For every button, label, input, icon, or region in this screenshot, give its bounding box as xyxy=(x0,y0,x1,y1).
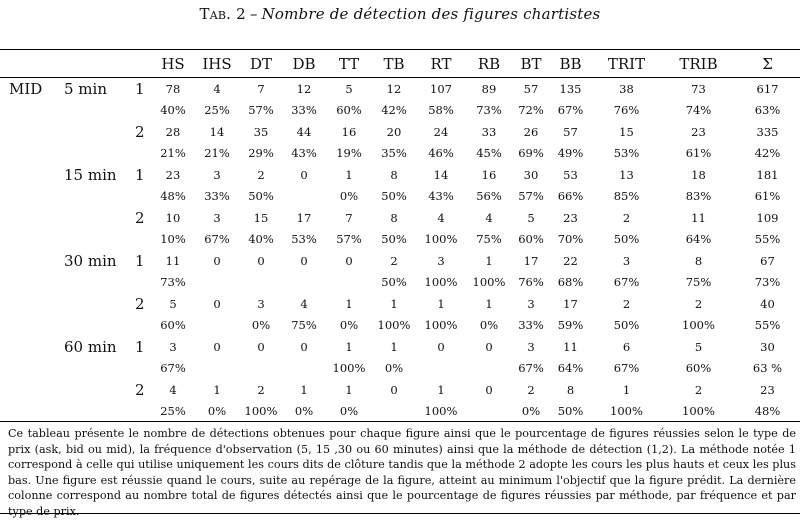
empty-cell xyxy=(62,272,132,293)
count-cell: 5 xyxy=(527,210,535,225)
column-header: TT xyxy=(326,50,372,78)
percent-cell: 48% xyxy=(160,189,186,203)
count-cell: 1 xyxy=(300,382,308,397)
count-cell: 53 xyxy=(563,167,578,182)
empty-cell xyxy=(0,229,62,250)
percent-cell: 25% xyxy=(152,401,194,422)
percent-cell: 0% xyxy=(326,401,372,422)
percent-cell: 33% xyxy=(291,103,317,117)
count-cell: 1 xyxy=(390,339,398,354)
percent-cell: 100% xyxy=(240,401,282,422)
count-cell: 3 xyxy=(622,253,631,268)
count-cell: 6 xyxy=(622,339,631,354)
count-cell: 3 xyxy=(527,296,535,311)
table-row xyxy=(0,379,800,401)
count-cell: 15 xyxy=(253,210,269,225)
bottom-rule xyxy=(0,513,800,514)
percent-cell: 63 % xyxy=(752,361,783,375)
count-cell: 3 xyxy=(257,296,265,311)
count-cell: 2 xyxy=(527,382,535,397)
count-cell: 2 xyxy=(257,382,265,397)
count-cell: 0 xyxy=(300,253,308,268)
table-row xyxy=(0,186,800,207)
percent-cell: 50% xyxy=(381,232,407,246)
count-cell: 1 xyxy=(390,296,398,311)
table-row xyxy=(0,78,800,100)
empty-cell xyxy=(132,186,152,207)
method-label: 2 xyxy=(135,122,145,141)
table-caption xyxy=(0,5,800,23)
count-cell: 1 xyxy=(437,296,445,311)
count-cell: 0 xyxy=(300,339,308,354)
count-cell: 73 xyxy=(691,81,706,96)
frequency-label xyxy=(62,207,132,229)
percent-cell: 50% xyxy=(613,232,640,246)
percent-cell xyxy=(282,358,326,379)
table-row xyxy=(0,143,800,164)
percent-cell: 60% xyxy=(336,103,362,117)
percent-cell xyxy=(240,272,282,293)
count-cell: 335 xyxy=(756,124,779,139)
empty-cell xyxy=(62,186,132,207)
column-header: DB xyxy=(282,50,326,78)
count-cell: 26 xyxy=(523,124,539,139)
count-cell: 23 xyxy=(165,167,181,182)
price-type-label xyxy=(0,207,62,229)
count-cell: 33 xyxy=(481,124,497,139)
count-cell: 3 xyxy=(527,339,535,354)
percent-cell: 42% xyxy=(754,146,781,160)
percent-cell: 21% xyxy=(160,146,186,160)
percent-cell: 57% xyxy=(336,232,362,246)
count-cell: 1 xyxy=(345,296,353,311)
percent-cell: 50% xyxy=(381,189,407,203)
count-cell: 16 xyxy=(341,124,357,139)
percent-cell: 0% xyxy=(339,189,359,203)
percent-cell: 76% xyxy=(613,103,640,117)
percent-cell: 43% xyxy=(428,189,454,203)
empty-cell xyxy=(0,272,62,293)
count-cell: 18 xyxy=(691,167,706,182)
empty-cell xyxy=(62,229,132,250)
empty-cell xyxy=(62,143,132,164)
percent-cell: 74% xyxy=(685,103,712,117)
table-row xyxy=(0,401,800,422)
count-cell: 4 xyxy=(300,296,308,311)
count-cell: 0 xyxy=(390,382,398,397)
percent-cell xyxy=(466,358,512,379)
table-note: Ce tableau présente le nombre de détections obtenues pour chaque figure ainsi que le pourcentage de figures réussies selon le type de prix (ask, bid ou mid), la fréquence d'observation (5, 15 ,30 ou 60 minutes) ainsi que la méthode de détection (1,2). La méthode notée 1 correspond à celle qui utilise uniquement les cours dits de clôture tandis que la méthode 2 adopte les cours les plus hauts et ceux les plus bas. Une figure est réussie quand le cours, suite au repérage de la figure, atteint au minimum l'objectif que la figure prédit. La dernière colonne correspond au nombre total de figures détectés ainsi que le pourcentage de figures réussies par méthode, par fréquence et par type de prix. xyxy=(8,427,796,518)
count-cell: 28 xyxy=(165,124,181,139)
count-cell: 0 xyxy=(257,339,265,354)
percent-cell: 60% xyxy=(685,361,712,375)
count-cell: 1 xyxy=(437,382,445,397)
percent-cell: 100% xyxy=(662,401,735,422)
table-row xyxy=(0,229,800,250)
count-cell: 7 xyxy=(257,81,265,96)
method-label: 2 xyxy=(135,208,145,227)
percent-cell: 100% xyxy=(424,232,458,246)
price-type-label xyxy=(0,250,62,272)
percent-cell: 0% xyxy=(479,318,499,332)
percent-cell: 66% xyxy=(557,189,584,203)
percent-cell: 50% xyxy=(613,318,640,332)
empty-cell xyxy=(132,100,152,121)
column-header: TRIB xyxy=(662,50,735,78)
count-cell: 0 xyxy=(485,382,493,397)
percent-cell xyxy=(194,315,240,336)
count-cell: 0 xyxy=(213,253,221,268)
empty-cell xyxy=(0,100,62,121)
empty-cell xyxy=(62,315,132,336)
percent-cell: 59% xyxy=(557,318,584,332)
count-cell: 0 xyxy=(257,253,265,268)
percent-cell: 0% xyxy=(194,401,240,422)
percent-cell: 53% xyxy=(613,146,640,160)
percent-cell: 67% xyxy=(557,103,584,117)
count-cell: 23 xyxy=(760,382,775,397)
count-cell: 1 xyxy=(345,382,353,397)
percent-cell: 0% xyxy=(251,318,271,332)
table-row xyxy=(0,121,800,143)
percent-cell: 67% xyxy=(160,361,186,375)
count-cell: 12 xyxy=(296,81,312,96)
percent-cell: 100% xyxy=(472,275,506,289)
count-cell: 5 xyxy=(694,339,703,354)
table-row xyxy=(0,358,800,379)
percent-cell xyxy=(326,272,372,293)
count-cell: 2 xyxy=(390,253,398,268)
count-cell: 4 xyxy=(485,210,493,225)
count-cell: 14 xyxy=(209,124,225,139)
count-cell: 1 xyxy=(485,296,493,311)
percent-cell: 42% xyxy=(381,103,407,117)
price-type-label xyxy=(0,164,62,186)
percent-cell xyxy=(372,401,416,422)
percent-cell: 60% xyxy=(518,232,544,246)
column-header: DT xyxy=(240,50,282,78)
percent-cell: 73% xyxy=(476,103,502,117)
percent-cell: 67% xyxy=(613,361,640,375)
percent-cell: 55% xyxy=(754,318,781,332)
percent-cell: 21% xyxy=(204,146,230,160)
percent-cell xyxy=(282,186,326,207)
count-cell: 4 xyxy=(213,81,221,96)
count-cell: 44 xyxy=(296,124,312,139)
count-cell: 3 xyxy=(213,210,221,225)
frequency-label: 5 min xyxy=(64,79,107,98)
count-cell: 5 xyxy=(169,296,177,311)
count-cell: 24 xyxy=(433,124,449,139)
percent-cell: 57% xyxy=(248,103,274,117)
frequency-label xyxy=(62,293,132,315)
percent-cell xyxy=(282,272,326,293)
empty-cell xyxy=(132,358,152,379)
empty-cell xyxy=(132,143,152,164)
count-cell: 3 xyxy=(213,167,221,182)
count-cell: 30 xyxy=(760,339,775,354)
column-header: RB xyxy=(466,50,512,78)
count-cell: 2 xyxy=(257,167,265,182)
frequency-label: 15 min xyxy=(64,165,117,184)
count-cell: 181 xyxy=(756,167,779,182)
table-row xyxy=(0,315,800,336)
count-cell: 30 xyxy=(523,167,539,182)
percent-cell: 100% xyxy=(332,361,366,375)
percent-cell: 64% xyxy=(685,232,712,246)
percent-cell: 33% xyxy=(518,318,544,332)
frequency-label: 30 min xyxy=(64,251,117,270)
empty-cell xyxy=(132,401,152,422)
count-cell: 17 xyxy=(523,253,539,268)
method-label: 2 xyxy=(135,380,145,399)
count-cell: 0 xyxy=(345,253,353,268)
percent-cell: 50% xyxy=(550,401,591,422)
percent-cell: 100% xyxy=(424,318,458,332)
column-header: TB xyxy=(372,50,416,78)
percent-cell: 67% xyxy=(204,232,230,246)
percent-cell: 57% xyxy=(518,189,544,203)
count-cell: 0 xyxy=(437,339,445,354)
empty-cell xyxy=(132,315,152,336)
count-cell: 2 xyxy=(694,382,703,397)
percent-cell: 67% xyxy=(613,275,640,289)
frequency-label xyxy=(62,379,132,401)
count-cell: 11 xyxy=(165,253,181,268)
count-cell: 20 xyxy=(386,124,402,139)
count-cell: 12 xyxy=(386,81,402,96)
column-header: RT xyxy=(416,50,466,78)
percent-cell: 85% xyxy=(613,189,640,203)
percent-cell: 53% xyxy=(291,232,317,246)
percent-cell xyxy=(416,358,466,379)
count-cell: 617 xyxy=(756,81,779,96)
count-cell: 57 xyxy=(523,81,539,96)
count-cell: 35 xyxy=(253,124,269,139)
percent-cell: 0% xyxy=(512,401,550,422)
percent-cell: 72% xyxy=(518,103,544,117)
count-cell: 8 xyxy=(390,210,398,225)
column-header: BB xyxy=(550,50,591,78)
empty-cell xyxy=(0,143,62,164)
count-cell: 1 xyxy=(213,382,221,397)
percent-cell: 19% xyxy=(336,146,362,160)
table-row xyxy=(0,250,800,272)
count-cell: 135 xyxy=(559,81,582,96)
table-row xyxy=(0,207,800,229)
count-cell: 2 xyxy=(622,210,631,225)
column-header: TRIT xyxy=(591,50,662,78)
count-cell: 17 xyxy=(296,210,312,225)
percent-cell: 10% xyxy=(160,232,186,246)
percent-cell: 40% xyxy=(160,103,186,117)
count-cell: 0 xyxy=(213,339,221,354)
count-cell: 8 xyxy=(390,167,398,182)
count-cell: 78 xyxy=(165,81,181,96)
method-label: 1 xyxy=(135,337,145,356)
column-header: BT xyxy=(512,50,550,78)
percent-cell: 56% xyxy=(476,189,502,203)
table-row xyxy=(0,336,800,358)
percent-cell: 49% xyxy=(557,146,584,160)
percent-cell: 67% xyxy=(518,361,544,375)
count-cell: 1 xyxy=(485,253,493,268)
count-cell: 23 xyxy=(691,124,706,139)
percent-cell xyxy=(240,358,282,379)
count-cell: 4 xyxy=(437,210,445,225)
percent-cell: 73% xyxy=(160,275,186,289)
count-cell: 2 xyxy=(622,296,631,311)
count-cell: 0 xyxy=(300,167,308,182)
percent-cell: 75% xyxy=(291,318,317,332)
count-cell: 14 xyxy=(433,167,449,182)
percent-cell: 64% xyxy=(557,361,584,375)
column-header: HS xyxy=(152,50,194,78)
count-cell: 3 xyxy=(169,339,177,354)
count-cell: 1 xyxy=(345,339,353,354)
percent-cell: 73% xyxy=(754,275,781,289)
count-cell: 67 xyxy=(760,253,775,268)
percent-cell: 60% xyxy=(160,318,186,332)
percent-cell: 33% xyxy=(204,189,230,203)
count-cell: 38 xyxy=(619,81,634,96)
percent-cell: 70% xyxy=(557,232,584,246)
percent-cell: 100% xyxy=(424,275,458,289)
percent-cell: 58% xyxy=(428,103,454,117)
percent-cell: 48% xyxy=(735,401,800,422)
method-label: 1 xyxy=(135,251,145,270)
percent-cell: 29% xyxy=(248,146,274,160)
percent-cell: 46% xyxy=(428,146,454,160)
count-cell: 107 xyxy=(430,81,452,96)
table-row xyxy=(0,272,800,293)
frequency-label: 60 min xyxy=(64,337,117,356)
percent-cell: 35% xyxy=(381,146,407,160)
count-cell: 109 xyxy=(756,210,779,225)
count-cell: 16 xyxy=(481,167,497,182)
count-cell: 2 xyxy=(694,296,703,311)
price-type-label: MID xyxy=(9,79,43,98)
percent-cell: 45% xyxy=(476,146,502,160)
count-cell: 15 xyxy=(619,124,634,139)
frequency-label xyxy=(62,121,132,143)
percent-cell xyxy=(466,401,512,422)
count-cell: 89 xyxy=(481,81,497,96)
percent-cell xyxy=(194,358,240,379)
column-header: IHS xyxy=(194,50,240,78)
table-row xyxy=(0,164,800,186)
percent-cell: 83% xyxy=(685,189,712,203)
empty-cell xyxy=(62,100,132,121)
count-cell: 0 xyxy=(213,296,221,311)
empty-cell xyxy=(0,186,62,207)
empty-cell xyxy=(132,229,152,250)
count-cell: 11 xyxy=(691,210,706,225)
price-type-label xyxy=(0,121,62,143)
percent-cell: 76% xyxy=(518,275,544,289)
empty-cell xyxy=(62,358,132,379)
percent-cell: 0% xyxy=(384,361,404,375)
price-type-label xyxy=(0,336,62,358)
header-row xyxy=(0,50,800,78)
empty-cell xyxy=(0,401,62,422)
empty-cell xyxy=(0,358,62,379)
percent-cell xyxy=(194,272,240,293)
count-cell: 1 xyxy=(622,382,631,397)
percent-cell: 43% xyxy=(291,146,317,160)
percent-cell: 61% xyxy=(685,146,712,160)
percent-cell: 68% xyxy=(557,275,584,289)
percent-cell: 55% xyxy=(754,232,781,246)
table-body xyxy=(0,78,800,422)
table-row xyxy=(0,100,800,121)
price-type-label xyxy=(0,293,62,315)
percent-cell: 61% xyxy=(754,189,781,203)
count-cell: 3 xyxy=(437,253,445,268)
percent-cell: 100% xyxy=(377,318,411,332)
empty-cell xyxy=(62,401,132,422)
count-cell: 5 xyxy=(345,81,353,96)
percent-cell: 75% xyxy=(685,275,712,289)
count-cell: 7 xyxy=(345,210,353,225)
percent-cell: 25% xyxy=(204,103,230,117)
caption-separator: – xyxy=(249,5,258,23)
percent-cell: 100% xyxy=(416,401,466,422)
count-cell: 13 xyxy=(619,167,634,182)
count-cell: 11 xyxy=(563,339,578,354)
count-cell: 1 xyxy=(345,167,353,182)
method-label: 2 xyxy=(135,294,145,313)
percent-cell: 0% xyxy=(282,401,326,422)
percent-cell: 100% xyxy=(591,401,662,422)
count-cell: 10 xyxy=(165,210,181,225)
count-cell: 4 xyxy=(169,382,177,397)
caption-label: Tab. 2 xyxy=(199,5,246,23)
count-cell: 0 xyxy=(485,339,493,354)
percent-cell: 75% xyxy=(476,232,502,246)
percent-cell: 100% xyxy=(682,318,715,332)
count-cell: 8 xyxy=(566,382,575,397)
table-row xyxy=(0,293,800,315)
empty-cell xyxy=(0,315,62,336)
price-type-label xyxy=(0,379,62,401)
count-cell: 23 xyxy=(563,210,578,225)
detection-table xyxy=(0,49,800,422)
percent-cell: 69% xyxy=(518,146,544,160)
method-label: 1 xyxy=(135,165,145,184)
percent-cell: 0% xyxy=(339,318,359,332)
count-cell: 57 xyxy=(563,124,578,139)
percent-cell: 63% xyxy=(754,103,781,117)
caption-title: Nombre de détection des figures chartistes xyxy=(261,5,601,23)
empty-cell xyxy=(132,272,152,293)
column-header: Σ xyxy=(735,50,800,78)
percent-cell: 50% xyxy=(248,189,274,203)
percent-cell: 50% xyxy=(381,275,407,289)
count-cell: 17 xyxy=(563,296,578,311)
count-cell: 8 xyxy=(694,253,703,268)
count-cell: 40 xyxy=(760,296,775,311)
method-label: 1 xyxy=(135,79,145,98)
percent-cell: 40% xyxy=(248,232,274,246)
count-cell: 22 xyxy=(563,253,578,268)
